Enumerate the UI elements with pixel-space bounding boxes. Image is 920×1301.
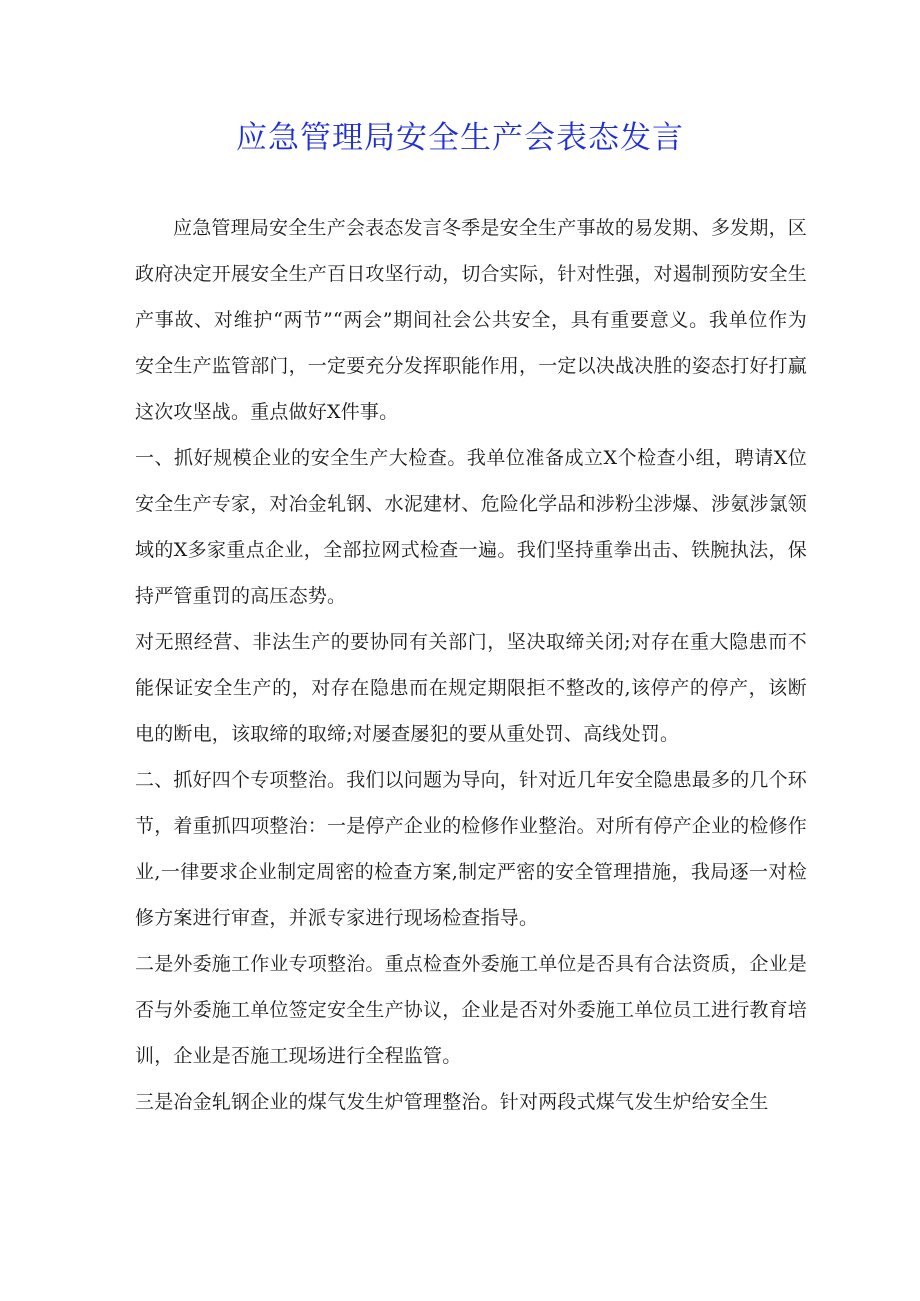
paragraph-intro: 应急管理局安全生产会表态发言冬季是安全生产事故的易发期、多发期，区政府决定开展安全生产百日攻坚行动，切合实际，针对性强，对遏制预防安全生产事故、对维护“两节”“两会”期间社会公共安全，具有重要意义。我单位作为安全生产监管部门，一定要充分发挥职能作用，一定以决战决胜的姿态打好打赢这次攻坚战。重点做好X件事。 (135, 217, 808, 423)
paragraph-section-2: 二、抓好四个专项整治。我们以问题为导向，针对近几年安全隐患最多的几个环节，着重抓四项整治：一是停产企业的检修作业整治。对所有停产企业的检修作业,一律要求企业制定周密的检查方案,制定严密的安全管理措施，我局逐一对检修方案进行审查，并派专家进行现场检查指导。 (135, 769, 808, 929)
paragraph-section-2-item-2: 二是外委施工作业专项整治。重点检查外委施工单位是否具有合法资质，企业是否与外委施工单位签定安全生产协议，企业是否对外委施工单位员工进行教育培训，企业是否施工现场进行全程监管。 (135, 953, 808, 1067)
document-title: 应急管理局安全生产会表态发言 (236, 120, 684, 156)
paragraph-section-2-item-3: 三是冶金轧钢企业的煤气发生炉管理整治。针对两段式煤气发生炉给安全生 (135, 1091, 769, 1113)
paragraph-section-1-detail: 对无照经营、非法生产的要协同有关部门，坚决取缔关闭;对存在重大隐患而不能保证安全生产的，对存在隐患而在规定期限拒不整改的,该停产的停产，该断电的断电，该取缔的取缔;对屡查屡犯的要从重处罚、高线处罚。 (135, 631, 807, 745)
document-body (135, 205, 807, 1125)
paragraph-section-1: 一、抓好规模企业的安全生产大检查。我单位准备成立X个检查小组，聘请X位安全生产专家，对冶金轧钢、水泥建材、危险化学品和涉粉尘涉爆、涉氨涉氯领域的X多家重点企业，全部拉网式检查一遍。我们坚持重拳出击、铁腕执法，保持严管重罚的高压态势。 (135, 447, 808, 607)
